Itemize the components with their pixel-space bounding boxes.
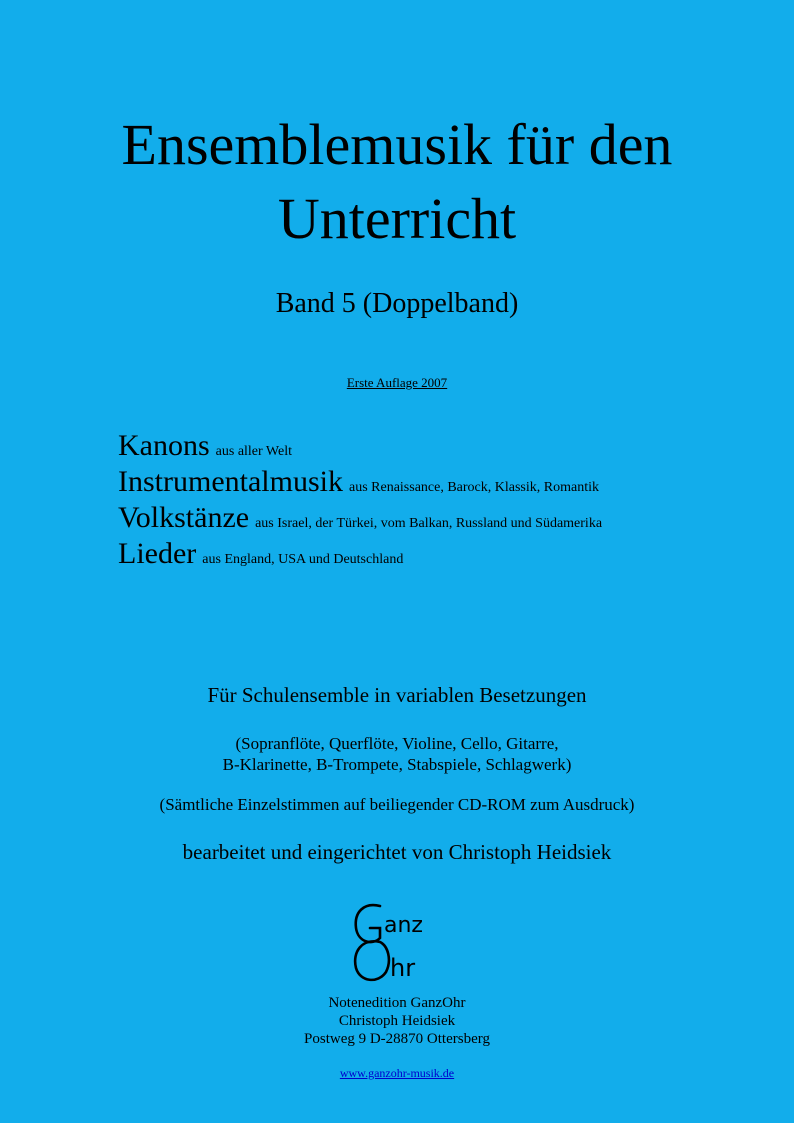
logo-text-top: anz (384, 913, 423, 938)
topics-list (118, 428, 778, 572)
topic-detail: aus aller Welt (215, 444, 293, 459)
publisher-person: Christoph Heidsiek (338, 1013, 456, 1029)
subtitle: Band 5 (Doppelband) (275, 288, 519, 319)
topic-detail: aus England, USA und Deutschland (202, 552, 404, 567)
publisher-address: Postweg 9 D-28870 Ottersberg (304, 1031, 490, 1047)
ensemble-line: Für Schulensemble in variablen Besetzungen (207, 683, 587, 707)
cdrom-note: (Sämtliche Einzelstimmen auf beiliegender CD-ROM zum Ausdruck) (159, 795, 635, 814)
page-title (0, 108, 794, 256)
topic-main: Volkstänze (118, 501, 250, 534)
title-line-2: Unterricht (277, 186, 517, 251)
title-line-1: Ensemblemusik für den (121, 112, 673, 177)
website-link[interactable]: www.ganzohr-musik.de (339, 1066, 455, 1080)
topic-detail: aus Israel, der Türkei, vom Balkan, Russland und Südamerika (255, 516, 603, 531)
instruments-line-2: B-Klarinette, B-Trompete, Stabspiele, Schlagwerk) (222, 755, 572, 774)
ganzohr-logo-icon (346, 898, 450, 986)
publisher-name: Notenedition GanzOhr (328, 995, 466, 1011)
arranged-by: bearbeitet und eingerichtet von Christoph Heidsiek (182, 840, 612, 864)
logo-text-bottom: hr (390, 954, 416, 982)
topic-item (118, 536, 778, 572)
topic-detail: aus Renaissance, Barock, Klassik, Romantik (348, 480, 599, 495)
topic-item (118, 464, 778, 500)
edition-note: Erste Auflage 2007 (346, 375, 448, 390)
topic-item (118, 428, 778, 464)
topic-main: Instrumentalmusik (118, 465, 343, 498)
topic-item (118, 500, 778, 536)
topic-main: Lieder (118, 537, 197, 570)
topic-main: Kanons (118, 429, 210, 462)
instruments-line-1: (Sopranflöte, Querflöte, Violine, Cello, Gitarre, (235, 734, 559, 753)
